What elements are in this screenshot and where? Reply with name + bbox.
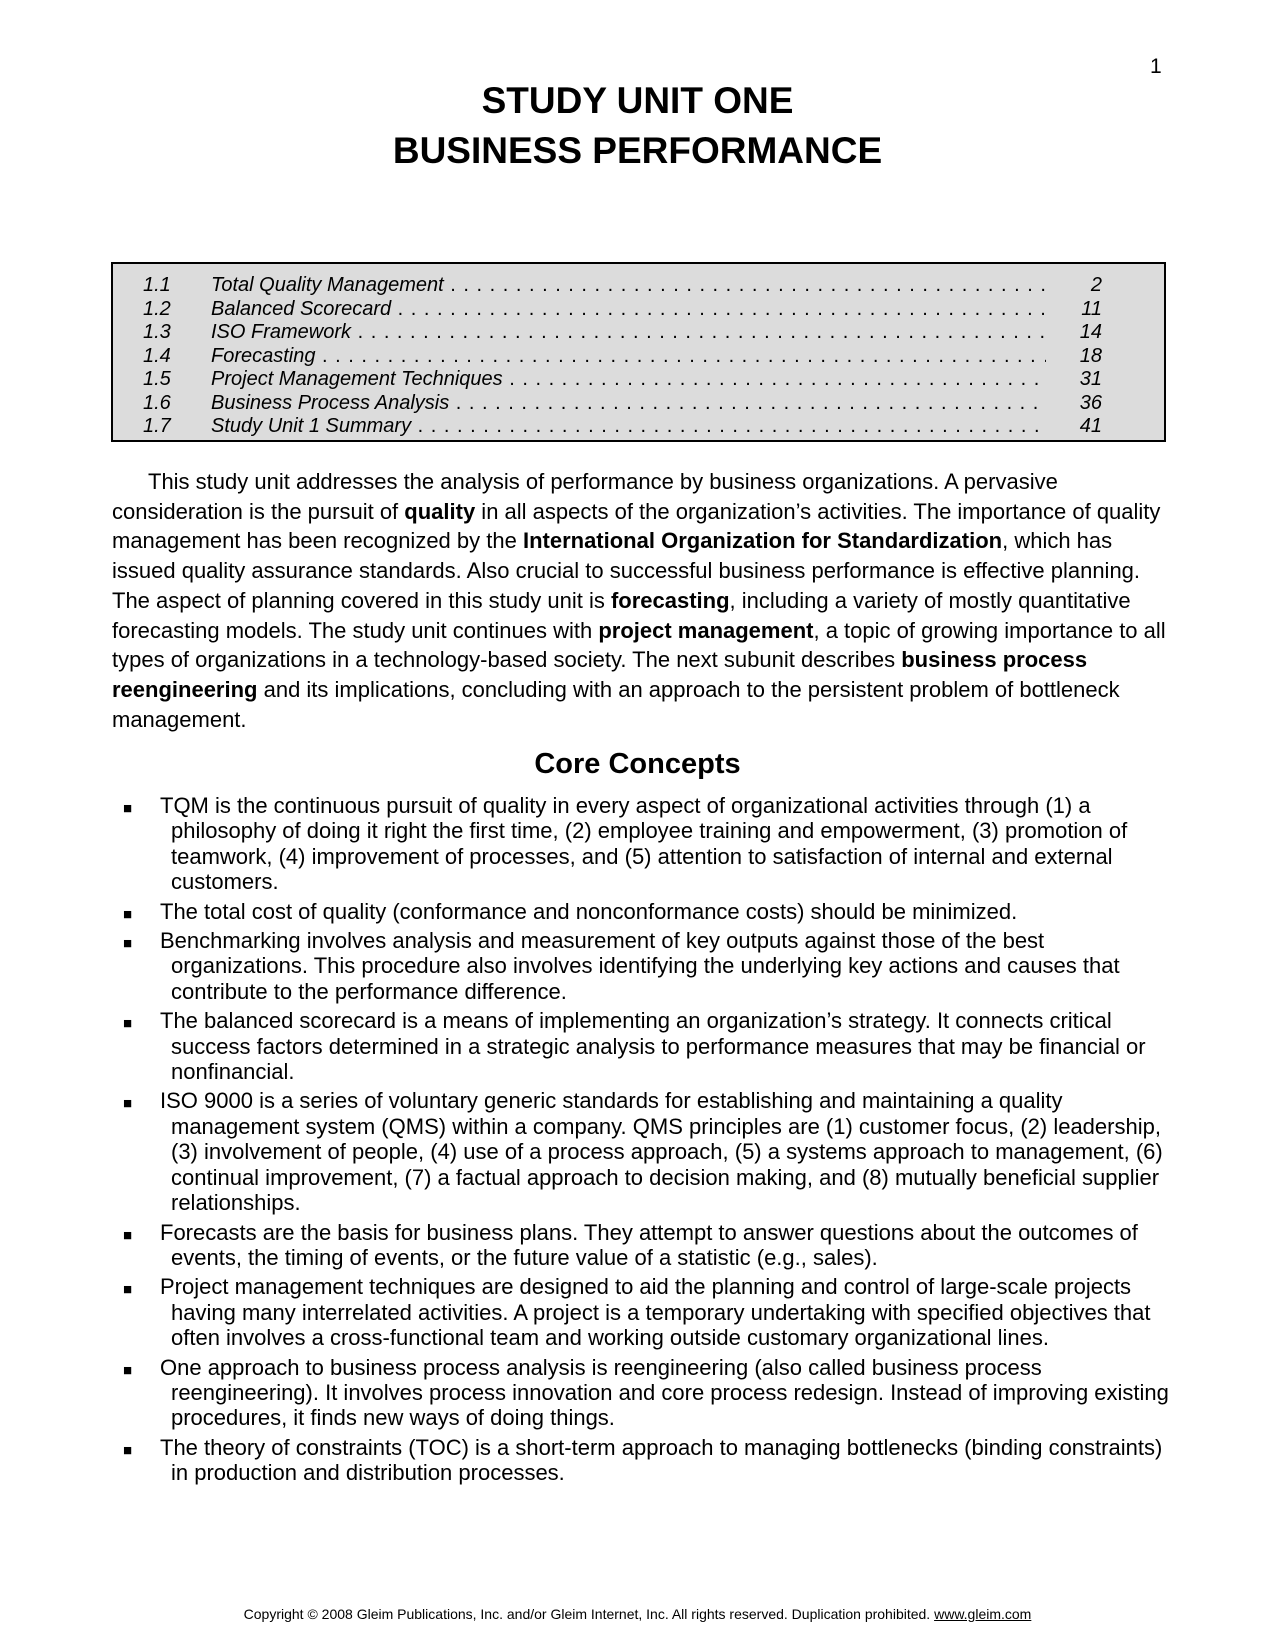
list-item (112, 1435, 1172, 1486)
title-line-1: STUDY UNIT ONE (481, 80, 794, 121)
square-bullet-icon: ■ (123, 800, 133, 817)
intro-bold-term: quality (404, 498, 476, 524)
concept-text: Project management techniques are designed to aid the planning and control of large-scale projects having many interrelated activities. A project is a temporary undertaking with specified objectives that often involves a cross-functional team and working outside customary organizational lines. (160, 1274, 1151, 1351)
toc-row[interactable] (113, 274, 1164, 298)
intro-bold-term: project management (598, 617, 814, 643)
intro-bold-term: business process reengineering (112, 647, 1088, 702)
concept-text: The balanced scorecard is a means of implementing an organization’s strategy. It connects critical success factors determined in a strategic analysis to performance measures that may be financial or nonfinancial. (160, 1008, 1146, 1085)
toc-title: Business Process Analysis . . . (211, 392, 1046, 416)
square-bullet-icon: ■ (123, 1015, 133, 1033)
website-link[interactable]: www.gleim.com (934, 1606, 1032, 1622)
toc-page: 31 (1079, 368, 1102, 390)
square-bullet-icon: ■ (123, 1226, 133, 1244)
toc-title: ISO Framework . . . (211, 321, 1046, 345)
page-number: 1 (1150, 55, 1162, 78)
square-bullet-icon: ■ (123, 905, 133, 923)
intro-text: This study unit addresses the analysis of performance by business organizations. A pervasive consideration is the pursuit of (112, 469, 1058, 524)
toc-row[interactable] (113, 321, 1164, 345)
toc-page: 18 (1079, 344, 1102, 367)
toc-number: 1.2 (143, 297, 171, 320)
page-title (0, 76, 1275, 176)
copyright-footer (0, 1606, 1275, 1622)
toc-row[interactable] (113, 298, 1164, 322)
square-bullet-icon: ■ (123, 1361, 133, 1379)
list-item (112, 928, 1172, 1004)
toc-page: 41 (1079, 415, 1102, 437)
toc-page: 14 (1079, 321, 1102, 343)
concept-text: Forecasts are the basis for business plans. They attempt to answer questions about the outcomes of events, the timing of events, or the future value of a statistic (e.g., sales). (160, 1219, 1138, 1270)
concept-text: TQM is the continuous pursuit of quality in every aspect of organizational activities through (1) a philosophy of doing it right the first time, (2) employee training and empowerment, (3) promotion of teamwork, (4) improvement of processes, and (5) attention to satisfaction of internal and external customers. (160, 793, 1128, 895)
list-item (112, 793, 1172, 895)
toc-title: Balanced Scorecard . . . (211, 298, 1046, 322)
toc-number: 1.5 (143, 368, 171, 390)
toc-number: 1.1 (143, 274, 171, 296)
list-item (112, 1274, 1172, 1350)
toc-number: 1.4 (143, 344, 171, 367)
toc-row[interactable] (113, 415, 1164, 439)
square-bullet-icon: ■ (123, 1441, 133, 1459)
intro-bold-term: forecasting (610, 587, 730, 613)
toc-row[interactable] (113, 392, 1164, 416)
intro-text: , including a variety of mostly quantitative forecasting models. The study unit continues with (112, 587, 1131, 643)
toc-row[interactable] (113, 345, 1164, 369)
intro-bold-term: International Organization for Standardization (522, 528, 1003, 554)
list-item (112, 1008, 1172, 1084)
toc-page: 11 (1081, 297, 1102, 320)
concept-text: One approach to business process analysis is reengineering (also called business process reengineering). It involves process innovation and core process redesign. Instead of improving existing procedures, it finds new ways of doing things. (160, 1354, 1169, 1431)
toc-title: Project Management Techniques . . . (211, 368, 1046, 392)
toc-title: Forecasting . . . (211, 345, 1046, 369)
square-bullet-icon: ■ (123, 935, 133, 953)
list-item (112, 1355, 1172, 1431)
list-item (112, 1220, 1172, 1271)
concept-text: The total cost of quality (conformance and nonconformance costs) should be minimized. (160, 898, 1018, 924)
concept-text: The theory of constraints (TOC) is a short-term approach to managing bottlenecks (binding constraints) in production and distribution processes. (160, 1434, 1163, 1486)
square-bullet-icon: ■ (123, 1095, 133, 1113)
intro-text: and its implications, concluding with an approach to the persistent problem of bottleneck management. (112, 676, 1120, 732)
square-bullet-icon: ■ (123, 1281, 133, 1299)
title-line-2: BUSINESS PERFORMANCE (392, 130, 883, 171)
list-item (112, 1088, 1172, 1215)
toc-number: 1.7 (143, 415, 171, 437)
core-concepts-list (112, 793, 1172, 1490)
toc-title: Study Unit 1 Summary . . . (211, 415, 1046, 439)
toc-title: Total Quality Management . . . (211, 274, 1046, 298)
list-item (112, 899, 1172, 924)
core-concepts-heading: Core Concepts (534, 748, 741, 780)
intro-paragraph (112, 467, 1172, 734)
toc-number: 1.6 (143, 391, 171, 414)
intro-text: in all aspects of the organization’s activities. The importance of quality management has been recognized by the (112, 498, 1161, 554)
copyright-text: Copyright © 2008 Gleim Publications, Inc. and/or Gleim Internet, Inc. All rights reserved. Duplication prohibited. (243, 1606, 935, 1622)
toc-row[interactable] (113, 368, 1164, 392)
toc-page: 2 (1090, 274, 1102, 296)
toc-number: 1.3 (143, 321, 171, 343)
concept-text: Benchmarking involves analysis and measurement of key outputs against those of the best organizations. This procedure also involves identifying the underlying key actions and causes that contribute to the performance difference. (160, 928, 1120, 1004)
toc-page: 36 (1079, 391, 1102, 414)
intro-text: , which has issued quality assurance standards. Also crucial to successful business performance is effective planning. The aspect of planning covered in this study unit is (112, 528, 1141, 613)
table-of-contents (111, 262, 1166, 442)
concept-text: ISO 9000 is a series of voluntary generic standards for establishing and maintaining a quality management system (QMS) within a company. QMS principles are (1) customer focus, (2) leadership, (3) involvement of people, (4) use of a process approach, (5) a systems approach to management, (6) continual improvement, (7) a factual approach to decision making, and (8) mutually beneficial supplier relationships. (160, 1088, 1163, 1216)
intro-text: , a topic of growing importance to all types of organizations in a technology-based society. The next subunit describes (112, 617, 1166, 673)
